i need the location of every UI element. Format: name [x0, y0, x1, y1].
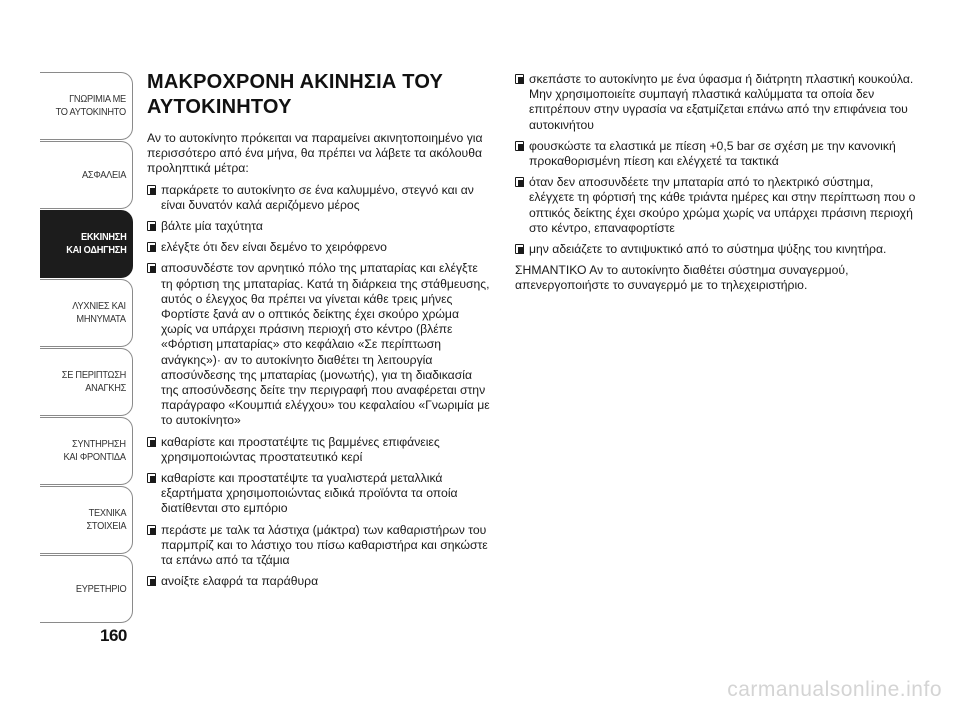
tab-starting-driving[interactable]: [40, 210, 133, 278]
list-item: περάστε με ταλκ τα λάστιχα (μάκτρα) των καθαριστήρων του παρμπρίζ και το λάστιχο του πίσω καθαριστήρα και σηκώστε τα επάνω από τα τζάμια: [147, 523, 492, 569]
tab-safety[interactable]: [40, 141, 133, 209]
list-item: αποσυνδέστε τον αρνητικό πόλο της μπαταρίας και ελέγξτε τη φόρτιση της μπαταρίας. Κατά τη διάρκεια της στάθμευσης, αυτός ο έλεγχος θα πρέπει να γίνεται κάθε τρεις μήνες Φορτίστε ξανά αν ο οπτικός δείκτης έχει σκούρο χρώμα χωρίς να υπάρχει πράσινη περιοχή στο κέντρο (βλέπε «Φόρτιση μπαταρίας» στο κεφάλαιο «Σε περίπτωση ανάγκης»)· αν το αυτοκίνητο διαθέτει τη λειτουργία αποσύνδεσης της μπαταρίας (μονωτής), για τη διαδικασία της αποσύνδεσης δείτε την περιγραφή που αναφέρεται στην παράγραφο «Κουμπιά ελέγχου» του κεφαλαίου «Γνωριμία με το αυτοκίνητο»: [147, 261, 492, 428]
list-item: καθαρίστε και προστατέψτε τα γυαλιστερά μεταλλικά εξαρτήματα χρησιμοποιώντας ειδικά προϊόντα τα οποία διατίθενται στο εμπόριο: [147, 471, 492, 517]
bullet-square-icon: [147, 437, 156, 447]
watermark: carmanualsonline.info: [727, 678, 942, 701]
tab-technical-data[interactable]: [40, 486, 133, 554]
tab-label: ΕΥΡΕΤΗΡΙΟ: [75, 582, 126, 595]
bullet-square-icon: [147, 185, 156, 195]
bullet-square-icon: [515, 177, 524, 187]
list-item: ελέγξτε ότι δεν είναι δεμένο το χειρόφρενο: [147, 240, 492, 255]
list-item: βάλτε μία ταχύτητα: [147, 219, 492, 234]
tab-label: ΤΕΧΝΙΚΑ ΣΤΟΙΧΕΙΑ: [86, 507, 126, 532]
tab-label: ΣΥΝΤΗΡΗΣΗ ΚΑΙ ΦΡΟΝΤΙΔΑ: [63, 438, 126, 463]
tab-label: ΛΥΧΝΙΕΣ ΚΑΙ ΜΗΝΥΜΑΤΑ: [72, 300, 126, 325]
bullet-square-icon: [147, 576, 156, 586]
list-item: παρκάρετε το αυτοκίνητο σε ένα καλυμμένο, στεγνό και αν είναι δυνατόν καλά αεριζόμενο μέρος: [147, 183, 492, 213]
list-item: φουσκώστε τα ελαστικά με πίεση +0,5 bar σε σχέση με την κανονική προκαθορισμένη πίεση και ελέγχετέ τα τακτικά: [515, 139, 920, 169]
tab-label: ΓΝΩΡΙΜΙΑ ΜΕ ΤΟ ΑΥΤΟΚΙΝΗΤΟ: [55, 93, 126, 118]
bullet-square-icon: [515, 244, 524, 254]
important-note: ΣΗΜΑΝΤΙΚΟ Αν το αυτοκίνητο διαθέτει σύστημα συναγερμού, απενεργοποιήστε το συναγερμό με το τηλεχειριστήριο.: [515, 263, 849, 293]
tab-warning-lights[interactable]: [40, 279, 133, 347]
tab-emergency[interactable]: [40, 348, 133, 416]
section-title: ΜΑΚΡΟΧΡΟΝΗ ΑΚΙΝΗΣΙΑ ΤΟΥ ΑΥΤΟΚΙΝΗΤΟΥ: [147, 71, 444, 118]
right-column: [515, 72, 920, 294]
intro-paragraph: Αν το αυτοκίνητο πρόκειται να παραμείνει ακινητοποιημένο για περισσότερο από ένα μήνα, θα πρέπει να λάβετε τα ακόλουθα προληπτικά μέτρα:: [147, 131, 483, 176]
list-item: καθαρίστε και προστατέψτε τις βαμμένες επιφάνειες χρησιμοποιώντας προστατευτικό κερί: [147, 435, 492, 465]
list-item: ανοίξτε ελαφρά τα παράθυρα: [147, 574, 492, 589]
chapter-tabs: [40, 72, 133, 624]
bullet-square-icon: [147, 525, 156, 535]
tab-index[interactable]: [40, 555, 133, 623]
list-item: σκεπάστε το αυτοκίνητο με ένα ύφασμα ή διάτρητη πλαστική κουκούλα. Μην χρησιμοποιείτε συμπαγή πλαστικά καλύμματα τα οποία δεν επιτρέπουν στην υγρασία να εξατμίζεται επάνω από την επιφάνεια του αυτοκινήτου: [515, 72, 920, 133]
tab-label: ΣΕ ΠΕΡΙΠΤΩΣΗ ΑΝΑΓΚΗΣ: [61, 369, 126, 394]
bullet-square-icon: [515, 141, 524, 151]
page-number: 160: [100, 626, 127, 645]
left-column: [147, 70, 492, 595]
tab-label: ΑΣΦΑΛΕΙΑ: [81, 168, 126, 181]
tab-label: ΕΚΚΙΝΗΣΗ ΚΑΙ ΟΔΗΓΗΣΗ: [65, 231, 126, 256]
bullet-square-icon: [147, 221, 156, 231]
list-item: όταν δεν αποσυνδέετε την μπαταρία από το ηλεκτρικό σύστημα, ελέγχετε τη φόρτισή της κάθε τριάντα ημέρες και στην περίπτωση που ο οπτικός δείκτης έχει σκούρο χρώμα χωρίς να υπάρχει πράσινη περιοχή στο κέντρο, επαναφορτίστε: [515, 175, 920, 236]
tab-getting-to-know-car[interactable]: [40, 72, 133, 140]
bullet-square-icon: [147, 473, 156, 483]
bullet-square-icon: [147, 263, 156, 273]
bullet-square-icon: [147, 242, 156, 252]
tab-maintenance[interactable]: [40, 417, 133, 485]
bullet-square-icon: [515, 74, 524, 84]
list-item: μην αδειάζετε το αντιψυκτικό από το σύστημα ψύξης του κινητήρα.: [515, 242, 920, 257]
